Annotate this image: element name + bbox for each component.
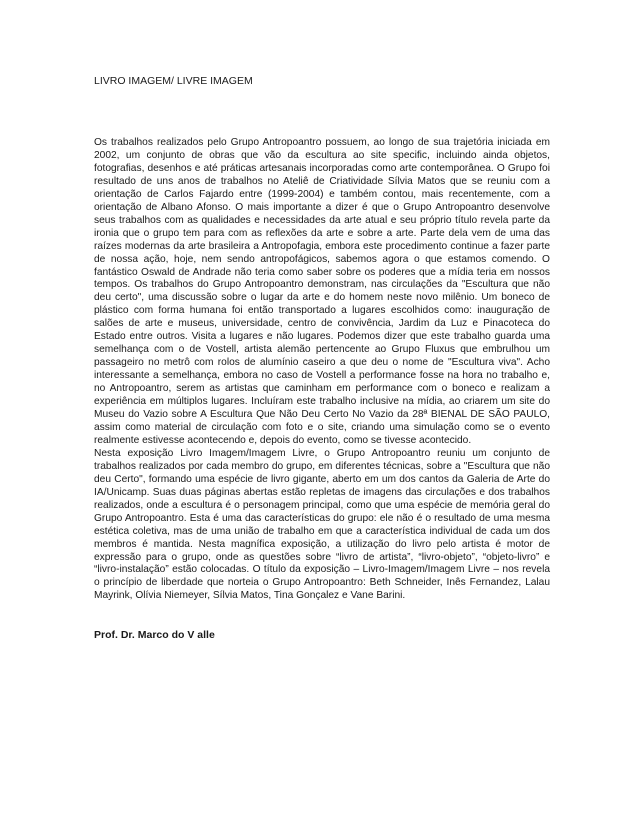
document-title: LIVRO IMAGEM/ LIVRE IMAGEM xyxy=(94,75,253,87)
author-signature: Prof. Dr. Marco do V alle xyxy=(94,629,215,641)
document-body xyxy=(94,137,550,603)
body-paragraph-2: Nesta exposição Livro Imagem/Imagem Livre, o Grupo Antropoantro reuniu um conjunto de trabalhos realizados por cada membro do grupo, em diferentes técnicas, sobre a "Escultura que não deu Certo", formando uma espécie de livro gigante, aberto em um dos cantos da Galeria de Arte do IA/Unicamp. Suas duas páginas abertas estão repletas de imagens das circulações e dos trabalhos realizados, onde a escultura é o personagem principal, como que uma espécie de memória geral do Grupo Antropoantro. Esta é uma das características do grupo: ele não é o resultado de uma mesma estética coletiva, mas de uma união de trabalho em que a característica individual de cada um dos membros é mantida. Nesta magnífica exposição, a utilização do livro pelo artista é motor de expressão para o grupo, onde as questões sobre “livro de artista”, “livro-objeto”, “objeto-livro” e “livro-instalação” estão colocadas. O título da exposição – Livro-Imagem/Imagem Livre – nos revela o princípio de liberdade que norteia o Grupo Antropoantro: Beth Schneider, Inês Fernandez, Lalau Mayrink, Olívia Niemeyer, Sílvia Matos, Tina Gonçalez e Vane Barini. xyxy=(94,447,550,602)
body-paragraph-1: Os trabalhos realizados pelo Grupo Antropoantro possuem, ao longo de sua trajetória iniciada em 2002, um conjunto de obras que vão da escultura ao site specific, incluindo ainda objetos, fotografias, desenhos e até práticas artesanais incorporadas como arte contemporânea. O Grupo foi resultado de uns anos de trabalhos no Ateliê de Criatividade Sílvia Matos que se reuniu com a orientação de Carlos Fajardo entre (1999-2004) e também contou, mais recentemente, com a orientação de Albano Afonso. O mais importante a dizer é que o Grupo Antropoantro desenvolve seus trabalhos com as qualidades e necessidades da arte atual e seu próprio título revela parte da ironia que o grupo tem para com as reflexões da arte e sobre a arte. Parte dela vem de uma das raízes modernas da arte brasileira a Antropofagia, embora este procedimento continue a fazer parte de nossa ação, hoje, nem sendo antropofágicos, sabemos agora o que estamos comendo. O fantástico Oswald de Andrade não teria como saber sobre os poderes que a mídia teria em nossos tempos. Os trabalhos do Grupo Antropoantro demonstram, nas circulações da "Escultura que não deu certo", uma discussão sobre o lugar da arte e do homem neste novo milênio. Um boneco de plástico com forma humana foi então transportado a lugares escolhidos como: inauguração de salões de arte e museus, universidade, centro de convivência, Jardim da Luz e Pinacoteca do Estado entre outros. Visita a lugares e não lugares. Podemos dizer que este trabalho guarda uma semelhança com o de Vostell, artista alemão pertencente ao Grupo Fluxus que embrulhou um passageiro no metrô com rolos de alumínio caseiro a que deu o nome de "Escultura viva". Acho interessante a semelhança, embora no caso de Vostell a performance fosse na hora no trabalho e, no Antropoantro, serem as artistas que caminham em performance com o boneco e realizam a experiência em múltiplos lugares. Incluíram este trabalho inclusive na mídia, ao criarem um site do Museu do Vazio sobre A Escultura Que Não Deu Certo No Vazio da 28ª BIENAL DE SÃO PAULO, assim como material de circulação com foto e o site, criando uma simulação como se o evento realmente estivesse acontecendo e, depois do evento, como se tivesse acontecido. xyxy=(94,137,550,446)
